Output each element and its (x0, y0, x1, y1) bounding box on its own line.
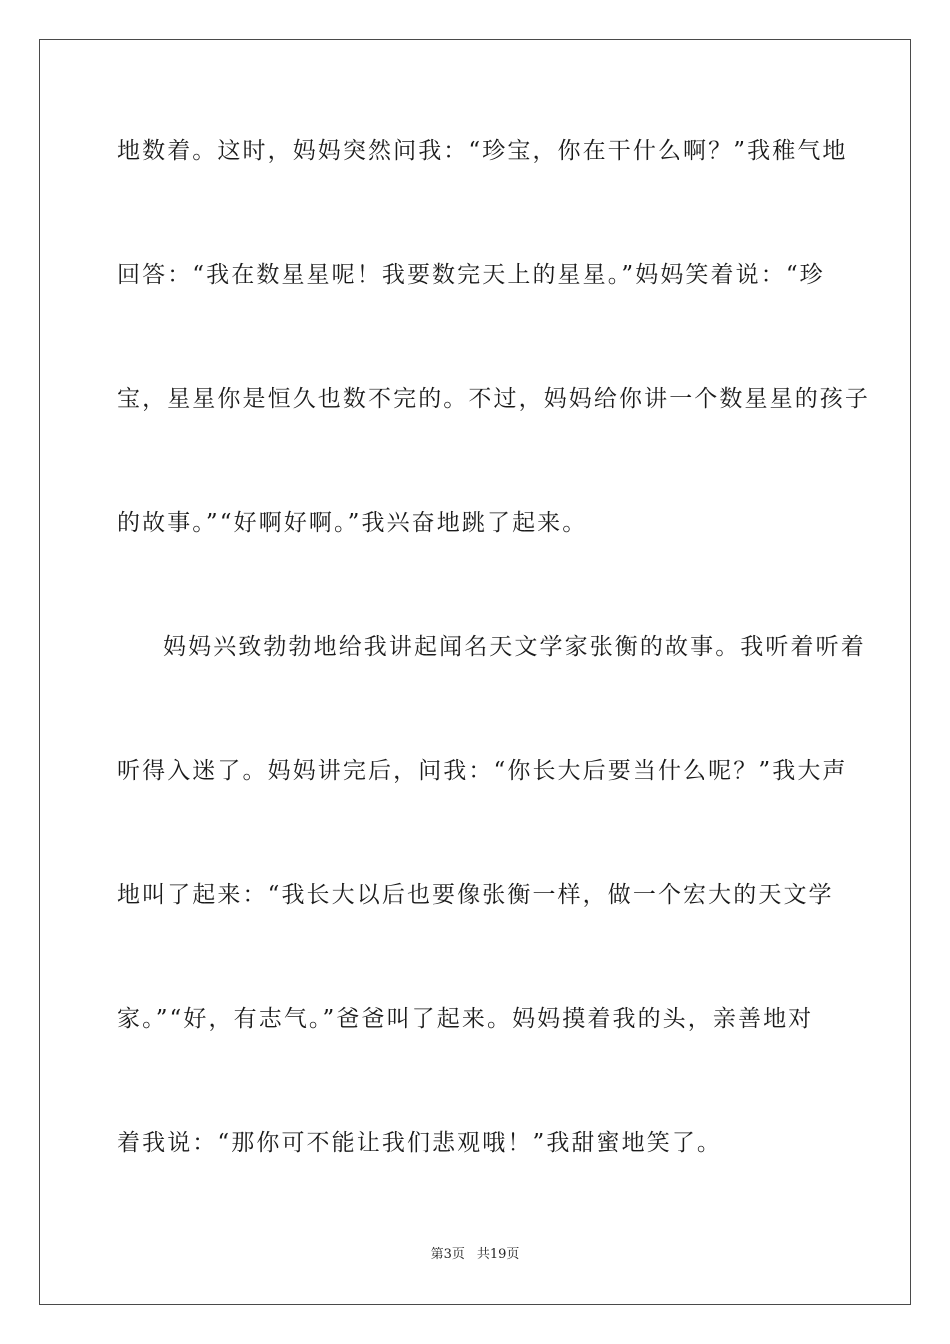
page-total: 共19页 (476, 1247, 520, 1262)
page-number: 第3页 (430, 1247, 465, 1262)
text-line: 地叫了起来：“我长大以后也要像张衡一样，做一个宏大的天文学 (117, 882, 834, 908)
page-frame (39, 39, 911, 1305)
text-line: 回答：“我在数星星呢！我要数完天上的星星。”妈妈笑着说：“珍 (117, 262, 825, 288)
paragraph-start-line: 妈妈兴致勃勃地给我讲起闻名天文学家张衡的故事。我听着听着 (163, 634, 866, 660)
text-line: 的故事。”“好啊好啊。”我兴奋地跳了起来。 (117, 510, 588, 536)
text-line: 宝，星星你是恒久也数不完的。不过，妈妈给你讲一个数星星的孩子 (117, 386, 870, 412)
text-line: 地数着。这时，妈妈突然问我：“珍宝，你在干什么啊？”我稚气地 (117, 138, 848, 164)
page-footer (0, 1246, 950, 1264)
text-line: 听得入迷了。妈妈讲完后，问我：“你长大后要当什么呢？”我大声 (117, 758, 848, 784)
text-line: 家。”“好，有志气。”爸爸叫了起来。妈妈摸着我的头，亲善地对 (117, 1006, 814, 1032)
text-line: 着我说：“那你可不能让我们悲观哦！”我甜蜜地笑了。 (117, 1130, 723, 1156)
